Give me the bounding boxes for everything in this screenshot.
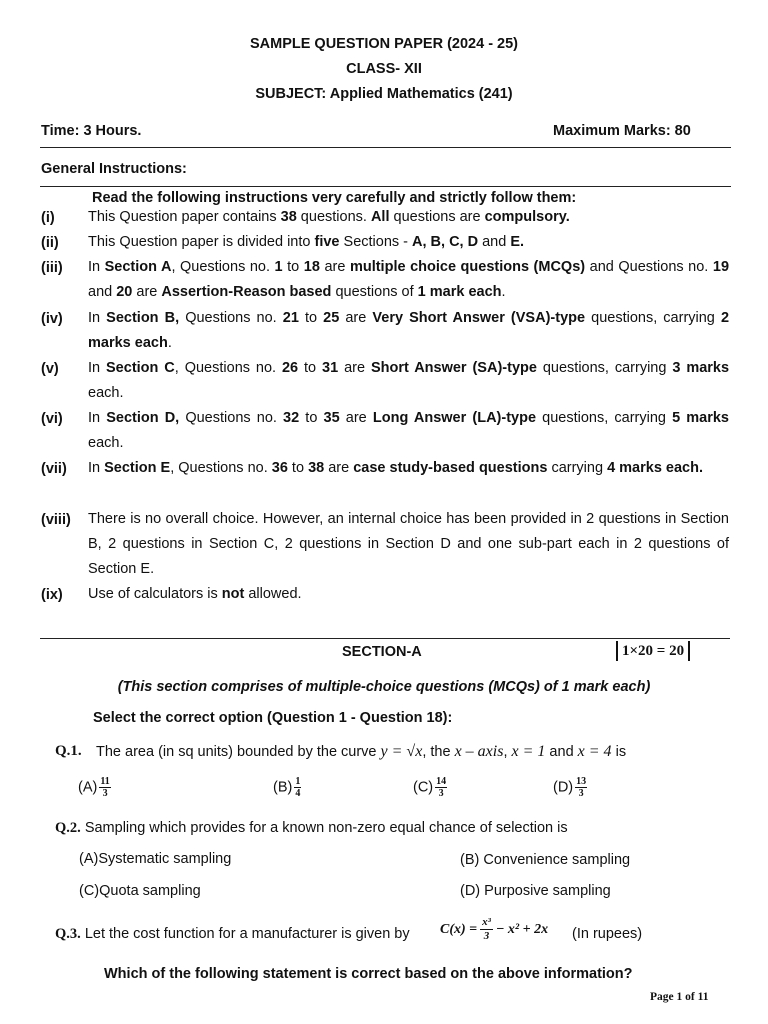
- option[interactable]: (C) $\frac{14}{3}$: [413, 776, 447, 799]
- item-number: (vii): [41, 461, 67, 477]
- item-number: (ii): [41, 235, 59, 251]
- section-title: SECTION-A: [342, 644, 422, 660]
- section-marks: 1×20 = 20: [616, 641, 690, 661]
- class-label: CLASS- XII: [346, 61, 422, 77]
- instruction-item: This Question paper contains 38 questions. All questions are compulsory.: [88, 209, 570, 225]
- option[interactable]: (C)Quota sampling: [79, 883, 201, 899]
- page-number: Page 1 of 11: [650, 991, 709, 1003]
- divider: [40, 147, 731, 148]
- instruction-item: There is no overall choice. However, an internal choice has been provided in 2 questions in Section B, 2 questions in Section C, 2 questions in Section D and one sub-part each in 2 questions of Section E.: [88, 511, 729, 577]
- paper-title: SAMPLE QUESTION PAPER (2024 - 25): [249, 36, 519, 52]
- instruction-item: In Section B, Questions no. 21 to 25 are Very Short Answer (VSA)-type questions, carrying 2 marks each.: [88, 310, 730, 351]
- subject-label: SUBJECT: Applied Mathematics (241): [255, 86, 513, 102]
- option[interactable]: (A)Systematic sampling: [79, 851, 232, 867]
- max-marks-label: Maximum Marks: 80: [553, 123, 691, 139]
- divider: [40, 638, 730, 639]
- option[interactable]: (A) $\frac{11}{3}$: [78, 776, 110, 799]
- option[interactable]: (B) Convenience sampling: [460, 852, 631, 868]
- option[interactable]: (D) Purposive sampling: [460, 883, 611, 899]
- item-number: (i): [41, 210, 55, 226]
- section-note: (This section comprises of multiple-choice questions (MCQs) of 1 mark each): [117, 679, 651, 695]
- item-number: (iii): [41, 260, 63, 276]
- divider: [40, 186, 731, 187]
- instructions-heading: General Instructions:: [41, 161, 187, 177]
- question-text: Q.2. Sampling which provides for a known non-zero equal chance of selection is: [55, 820, 568, 836]
- question-followup: Which of the following statement is correct based on the above information?: [104, 966, 633, 982]
- unit-label: (In rupees): [572, 926, 643, 942]
- item-number: (v): [41, 361, 59, 377]
- select-instruction: Select the correct option (Question 1 - Question 18):: [93, 710, 453, 726]
- item-number: (vi): [41, 411, 63, 427]
- option[interactable]: (D) $\frac{13}{3}$: [553, 776, 587, 799]
- instruction-item: This Question paper is divided into five Sections - A, B, C, D and E.: [88, 234, 525, 250]
- instruction-item: Use of calculators is not allowed.: [88, 586, 302, 602]
- item-number: (viii): [41, 512, 71, 528]
- instruction-item: In Section D, Questions no. 32 to 35 are Long Answer (LA)-type questions, carrying 5 marks each.: [88, 410, 729, 451]
- question-text: The area (in sq units) bounded by the curve y = √x, the x – axis, x = 1 and x = 4 is: [96, 743, 627, 760]
- instruction-item: In Section C, Questions no. 26 to 31 are Short Answer (SA)-type questions, carrying 3 marks each.: [88, 360, 730, 401]
- instructions-lead: Read the following instructions very carefully and strictly follow them:: [92, 190, 577, 206]
- time-label: Time: 3 Hours.: [41, 123, 142, 139]
- item-number: (iv): [41, 311, 63, 327]
- instruction-item: In Section E, Questions no. 36 to 38 are case study-based questions carrying 4 marks each.: [88, 460, 704, 476]
- question-text: Q.3. Let the cost function for a manufacturer is given by: [55, 926, 410, 942]
- option[interactable]: (B) $\frac{1}{4}$: [273, 776, 301, 799]
- question-number: Q.1.: [55, 743, 82, 759]
- instruction-item: In Section A, Questions no. 1 to 18 are multiple choice questions (MCQs) and Questions no. 19 and 20 are Assertion-Reason based questions of 1 mark each.: [88, 259, 730, 300]
- cost-function: C(x) = $\frac{\text{x³}}{3}$ − x² + 2x: [440, 916, 549, 942]
- item-number: (ix): [41, 587, 63, 603]
